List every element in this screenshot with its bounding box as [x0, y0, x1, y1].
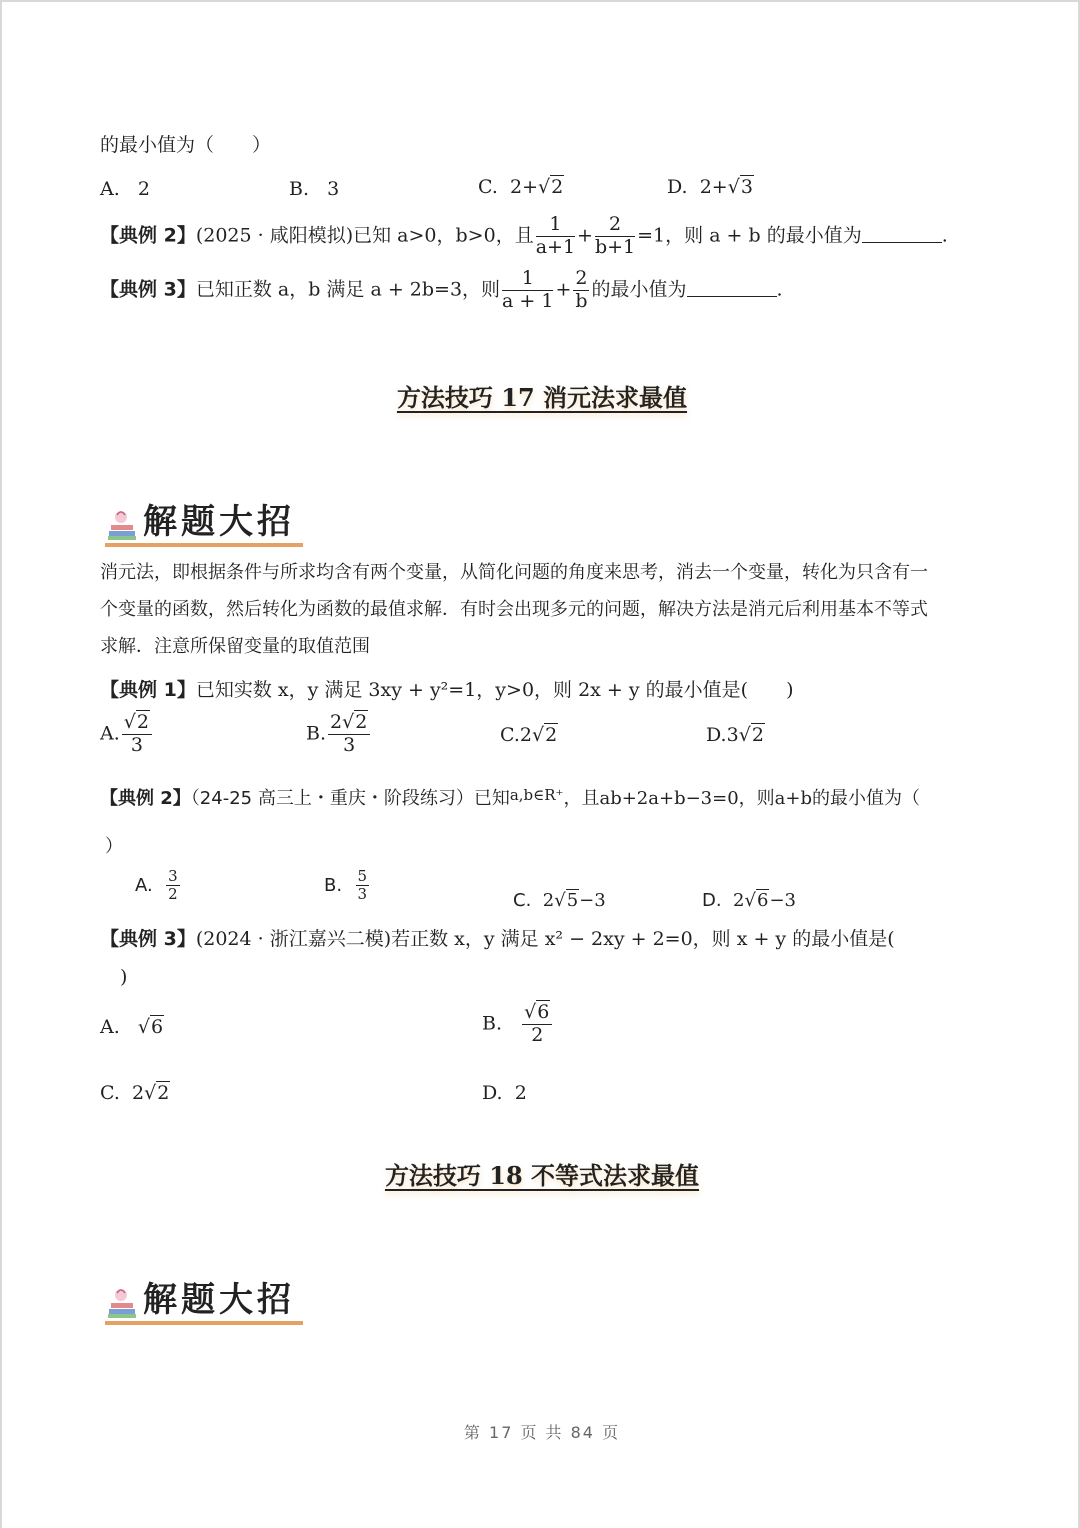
example-3-top: 【典例 3】已知正数 a，b 满足 a + 2b=3，则 $\frac{1}{a + 1}$ + $\frac{2}{b}$ 的最小值为 .: [100, 267, 783, 312]
ex2-option-b: B. $\frac{5}{3}$: [324, 867, 368, 904]
ex1-option-c: C.2√2: [500, 724, 558, 746]
question-stem-tail: 的最小值为（ ）: [100, 134, 272, 156]
ex3-option-a: A. √6: [100, 1016, 164, 1038]
book-stack-icon: [105, 507, 139, 543]
answer-blank: [862, 242, 942, 243]
option-b: B. 3: [289, 178, 340, 200]
page-number-footer: 第 17 页 共 84 页: [463, 1423, 621, 1442]
answer-blank: [687, 296, 777, 297]
solution-tips-banner: 解题大招: [105, 494, 295, 543]
ex3-option-b: B. $\frac{√6}{2}$: [482, 1002, 554, 1047]
ex2-option-a: A. $\frac{3}{2}$: [135, 867, 178, 904]
ex1-option-b: B. $\frac{2√2}{3}$: [306, 712, 372, 757]
example-2-close-paren: ）: [105, 836, 123, 857]
example-3: 【典例 3】(2024 · 浙江嘉兴二模)若正数 x，y 满足 x² − 2xy + 2=0，则 x + y 的最小值是(: [100, 928, 895, 950]
book-stack-icon: [105, 1285, 139, 1321]
example-1: 【典例 1】已知实数 x，y 满足 3xy + y²=1，y>0，则 2x + y 的最小值是( ): [100, 679, 794, 701]
option-c: C. 2+√2: [478, 176, 564, 198]
ex3-option-c: C. 2√2: [100, 1082, 170, 1104]
example-2-top: 【典例 2】(2025 · 咸阳模拟)已知 a>0，b>0，且 $\frac{1}{a+1}$ + $\frac{2}{b+1}$ =1，则 a + b 的最小值为 .: [100, 213, 948, 258]
option-a: A. 2: [100, 178, 150, 200]
solution-tips-banner: 解题大招: [105, 1272, 295, 1321]
example-3-close-paren: ): [120, 966, 128, 988]
ex1-option-a: A. $\frac{√2}{3}$: [100, 712, 154, 757]
ex2-option-d: D. 2√6−3: [702, 890, 796, 911]
example-2: 【典例 2】（24-25 高三上・重庆・阶段练习）已知$^{a,b\in R^+}$，且ab+2a+b−3=0，则a+b的最小值为（: [100, 786, 921, 809]
method-intro: 消元法，即根据条件与所求均含有两个变量，从简化问题的角度来思考，消去一个变量，转化为只含有一 个变量的函数，然后转化为函数的最值求解．有时会出现多元的问题，解决方法是消元后利用基本不等式 求解．注意所保留变量的取值范围: [100, 562, 928, 657]
ex3-option-d: D. 2: [482, 1082, 527, 1104]
ex2-option-c: C. 2√5−3: [513, 890, 606, 911]
option-d: D. 2+√3: [667, 176, 753, 198]
ex1-option-d: D.3√2: [706, 724, 764, 746]
section-17-title: 方法技巧 17 消元法求最值: [396, 383, 688, 412]
section-18-title: 方法技巧 18 不等式法求最值: [384, 1161, 700, 1190]
